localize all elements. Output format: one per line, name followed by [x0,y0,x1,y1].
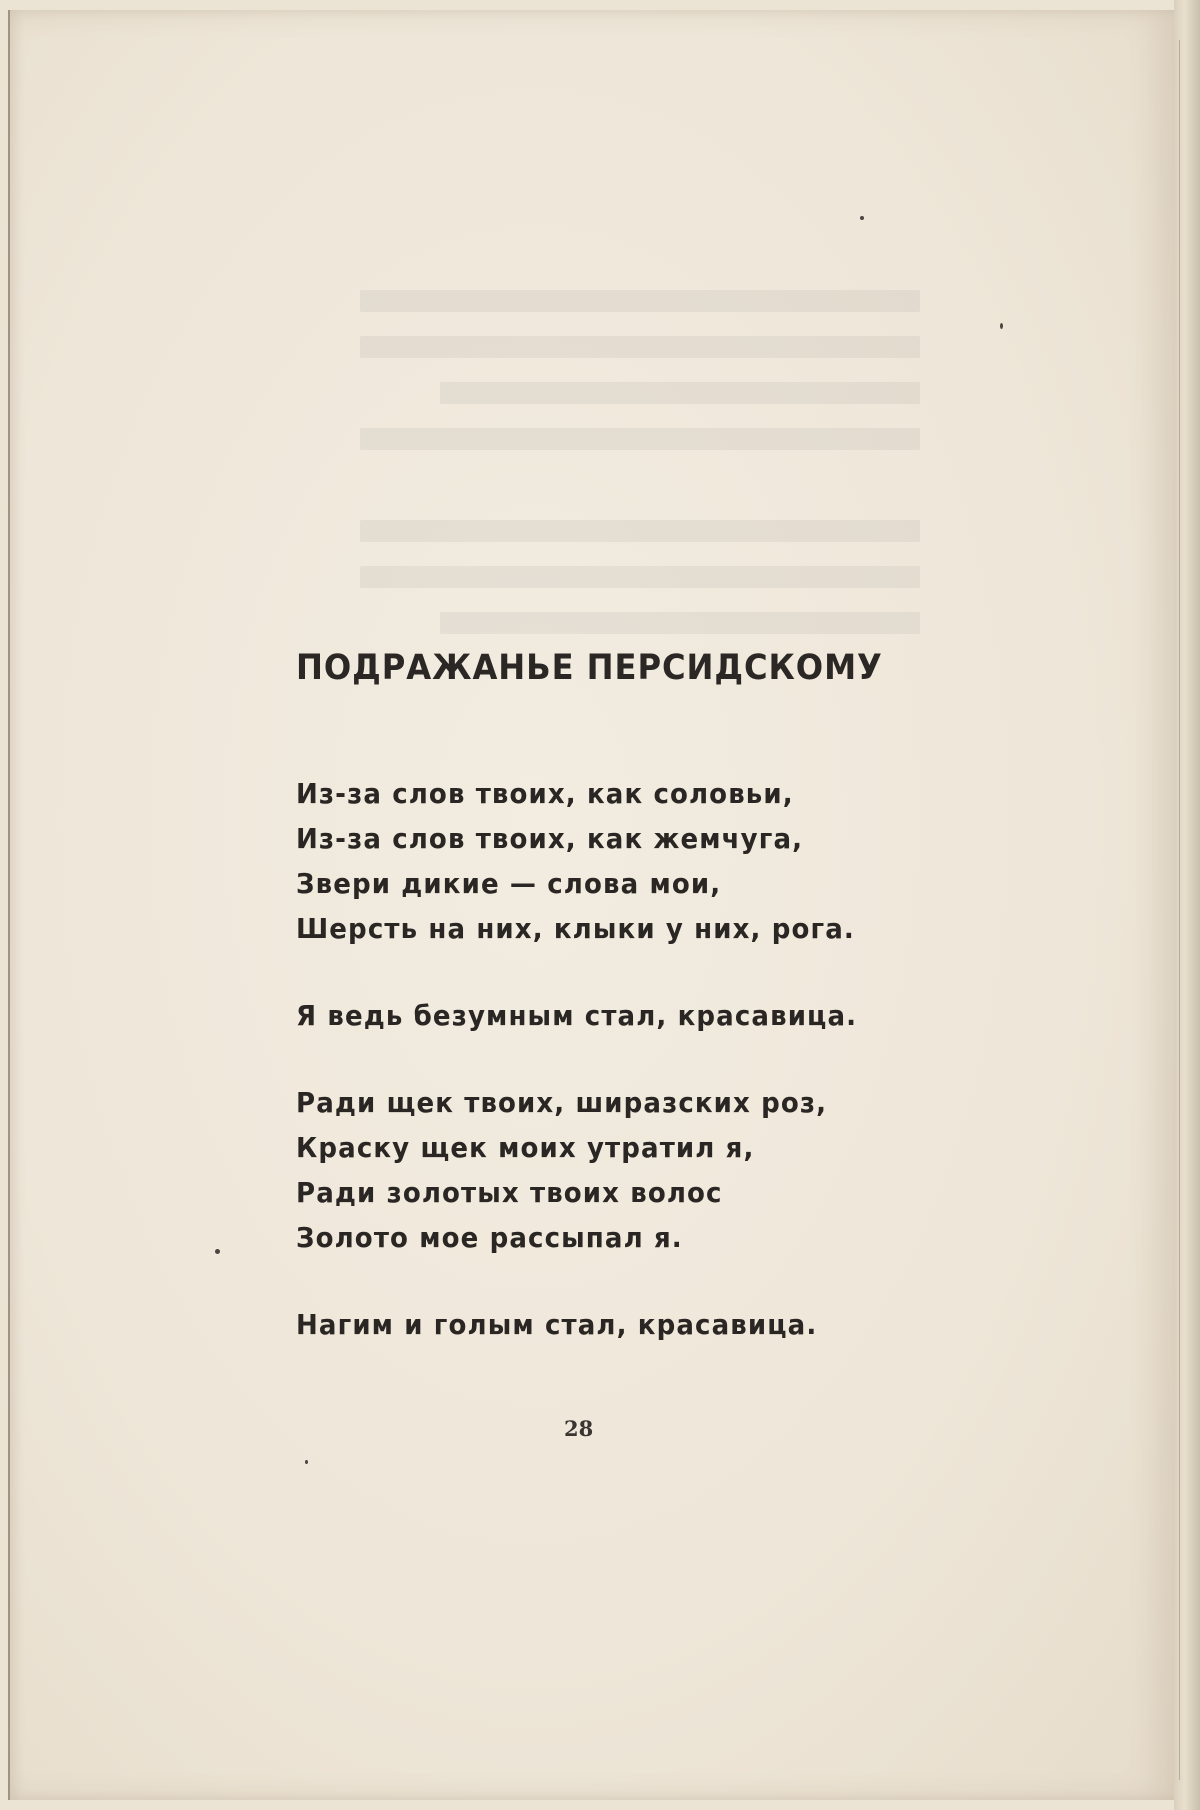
stanza [296,1080,976,1260]
stanza [296,993,976,1038]
show-through-text [290,290,940,630]
poem-line: Нагим и голым стал, красавица. [296,1308,818,1341]
poem-body [296,771,976,1347]
stanza [296,771,976,951]
page-edge [1174,0,1200,1810]
page-number: 28 [564,1416,594,1441]
stanza [296,1302,976,1347]
page-edge-fold [1179,40,1180,1780]
poem-line: Звери дикие — слова мои, [296,867,722,900]
poem-line: Ради золотых твоих волос [296,1176,723,1209]
poem-line: Краску щек моих утратил я, [296,1131,755,1164]
poem-line: Золото мое рассыпал я. [296,1221,683,1254]
ink-speck [860,216,864,220]
ink-speck [215,1249,220,1254]
poem-line: Из-за слов твоих, как соловьи, [296,777,794,810]
poem-line: Я ведь безумным стал, красавица. [296,999,858,1032]
poem-line: Шерсть на них, клыки у них, рога. [296,912,855,945]
ink-speck [305,1460,308,1464]
poem-title: ПОДРАЖАНЬЕ ПЕРСИДСКОМУ [296,648,883,688]
poem-line: Из-за слов твоих, как жемчуга, [296,822,804,855]
poem-line: Ради щек твоих, ширазских роз, [296,1086,828,1119]
ink-speck [1000,323,1003,329]
